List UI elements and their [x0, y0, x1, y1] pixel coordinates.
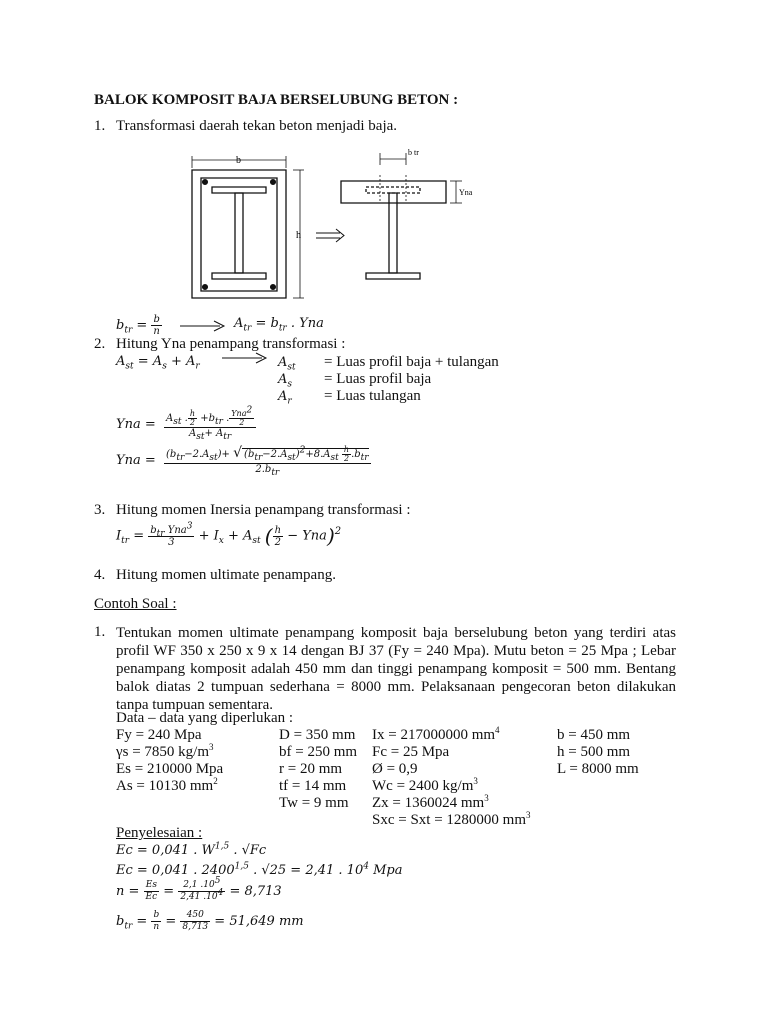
ast-formula: $A_{st} = A_s + A_r$ — [116, 354, 200, 372]
data-tf: tf = 14 mm — [279, 778, 347, 794]
step-3 — [94, 502, 411, 519]
btr-formula: $b_{tr}$ = $\frac{b}{n}$ — [116, 314, 160, 337]
step-1-number: 1. — [94, 118, 106, 134]
data-sxc: Sxc = Sxt = 1280000 $mm^3$ — [372, 810, 531, 828]
itr-formula: $I_{tr}$ = $\frac{b_{tr} Yna^3}{3}$ + $I_x + A_{st}$ ( $\frac{h}{2}$ − Yna)$^2$ — [116, 521, 342, 548]
btr-dimension-label: b tr — [408, 148, 419, 157]
transform-arrow-icon — [316, 229, 344, 242]
data-fy: Fy = 240 Mpa — [116, 727, 202, 743]
data-gamma-s: γs = 7850 $kg/m^3$ — [116, 742, 214, 760]
data-h: h = 500 mm — [557, 744, 631, 760]
step-3-text: Hitung momen Inersia penampang transformasi : — [116, 502, 411, 518]
atr-formula: $A_{tr} = b_{tr}$ . Yna — [234, 316, 324, 334]
example-problem: Tentukan momen ultimate penampang komposit baja berselubung beton yang terdiri atas profil WF 350 x 250 x 9 x 14 dengan BJ 37 (Fy = 240 Mpa). Mutu beton = 25 Mpa ; Lebar penampang komposit adalah 450 mm dan tinggi penampang komposit = 500 mm. Bentang balok diatas 2 tumpuan sederhana = 8000 mm. Pelaksanaan pengecoran beton dilakukan tanpa tumpuan sementara. — [116, 625, 676, 713]
definition-ast: $A_{st}$ = Luas profil baja + tulangan — [278, 354, 499, 373]
yna-formula-2: Yna = $(b_{tr}-2.A_{st})+$ √ $(b_{tr}-2.A_{st})^2+8.A_{st}$ $\frac{h}{2}$ $.b_{tr}$ $2.b_{tr}$ — [116, 445, 369, 478]
data-col-2 — [279, 727, 357, 812]
data-heading: Data – data yang diperlukan : — [116, 710, 294, 726]
data-d: D = 350 mm — [279, 727, 356, 743]
step-1-text: Transformasi daerah tekan beton menjadi baja. — [116, 118, 398, 134]
n-formula: n = $\frac{Es}{Ec}$ = $\frac{2,1 .10^5}{2,41 .10^4}$ = 8,713 — [116, 876, 282, 902]
example-heading: Contoh Soal : — [94, 596, 177, 612]
arrow-icon — [180, 320, 226, 332]
step-1 — [94, 118, 398, 135]
encased-section — [192, 156, 304, 298]
data-es: Es = 210000 Mpa — [116, 761, 224, 777]
page-title: BALOK KOMPOSIT BAJA BERSELUBUNG BETON : — [94, 92, 459, 108]
arrow-icon — [222, 352, 268, 364]
h-dimension-label: h — [296, 230, 301, 241]
step-4-number: 4. — [94, 567, 106, 583]
data-phi: Ø = 0,9 — [372, 761, 418, 777]
definition-as: $A_s$ = Luas profil baja — [278, 371, 432, 390]
data-wc: Wc = 2400 $kg/m^3$ — [372, 776, 478, 794]
example-number: 1. — [94, 624, 106, 640]
definition-ar: $A_r$ = Luas tulangan — [278, 388, 421, 407]
step-2-text: Hitung Yna penampang transformasi : — [116, 336, 346, 352]
data-bf: bf = 250 mm — [279, 744, 358, 760]
transformed-section — [341, 153, 462, 279]
step-4-text: Hitung momen ultimate penampang. — [116, 567, 336, 583]
data-l: L = 8000 mm — [557, 761, 639, 777]
data-r: r = 20 mm — [279, 761, 343, 777]
data-ix: Ix = 217000000 $mm^4$ — [372, 725, 500, 743]
data-col-1 — [116, 727, 223, 795]
data-fc: Fc = 25 Mpa — [372, 744, 450, 760]
ec-formula-1: Ec = 0,041 . W$^{1,5}$ . √Fc — [116, 841, 267, 858]
ec-formula-2: Ec = 0,041 . 2400$^{1,5}$ . √25 = 2,41 . $10^4$ Mpa — [116, 861, 403, 878]
data-col-3 — [372, 727, 531, 829]
btr-result-formula: $b_{tr}$ = $\frac{b}{n}$ = $\frac{450}{8,713}$ = 51,649 mm — [116, 910, 304, 932]
yna-dimension-label: Yna — [459, 188, 473, 197]
data-col-4 — [557, 727, 639, 778]
data-tw: Tw = 9 mm — [279, 795, 349, 811]
data-b: b = 450 mm — [557, 727, 631, 743]
yna-formula-1: Yna = $A_{st}$ . $\frac{h}{2}$ $+b_{tr}$ . $\frac{Yna^2}{2}$ $A_{st}+ A_{tr}$ — [116, 410, 256, 439]
solution-heading: Penyelesaian : — [116, 825, 203, 841]
step-2 — [94, 336, 346, 353]
step-4 — [94, 567, 336, 584]
b-dimension-label: b — [236, 155, 241, 166]
data-as: As = 10130 $mm^2$ — [116, 776, 218, 794]
cross-section-diagram — [180, 145, 490, 305]
data-zx: Zx = 1360024 $mm^3$ — [372, 793, 489, 811]
step-2-number: 2. — [94, 336, 106, 352]
step-3-number: 3. — [94, 502, 106, 518]
